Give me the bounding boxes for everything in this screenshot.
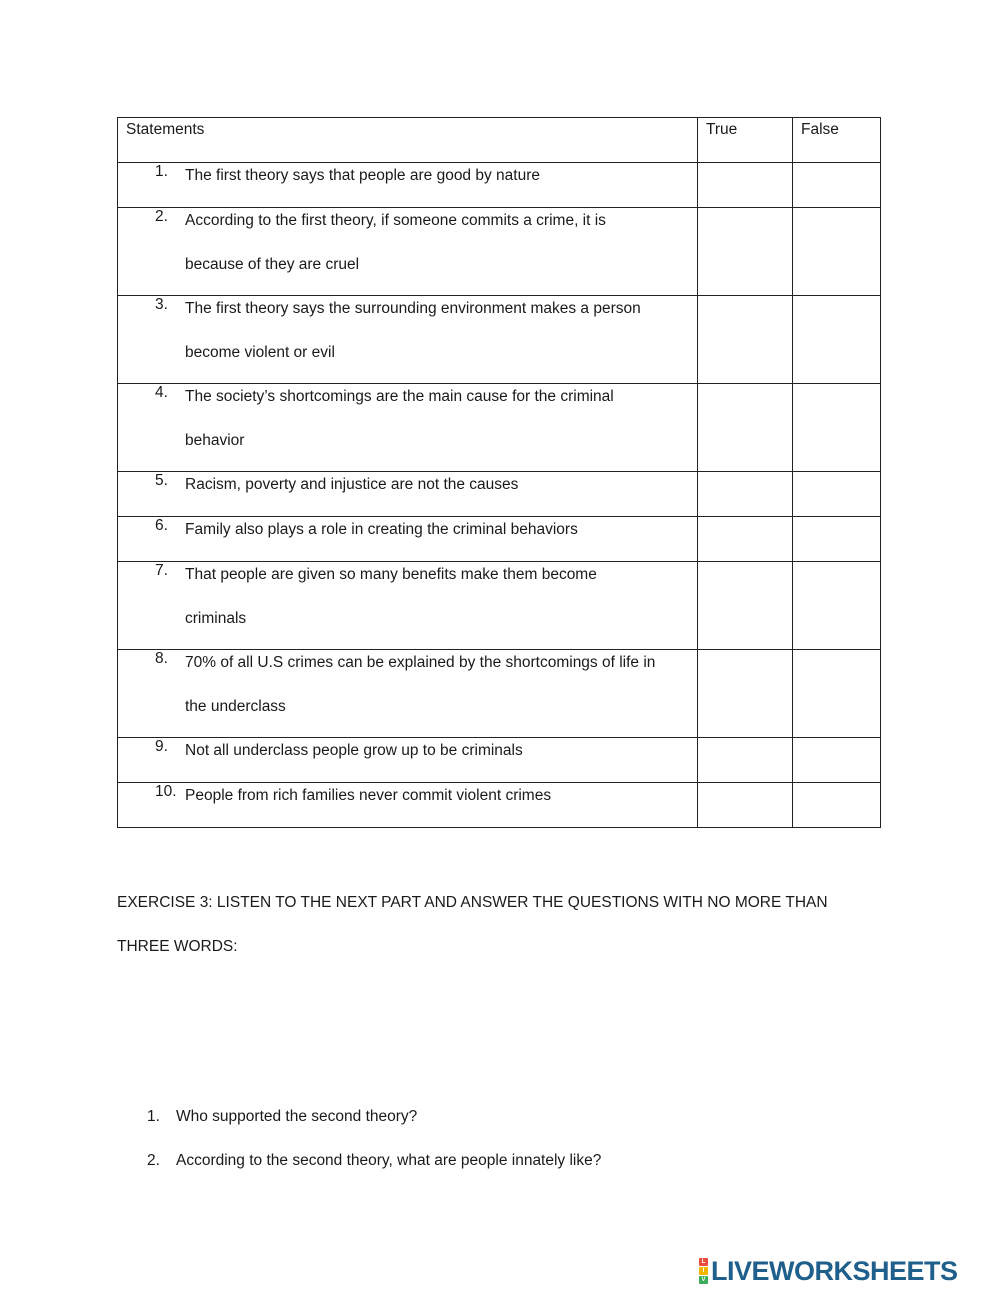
- statement-text-line: behavior: [185, 432, 245, 449]
- statement-text-line: The first theory says that people are good by nature: [185, 167, 540, 184]
- statement-number: 5.: [155, 472, 168, 489]
- true-answer-cell[interactable]: [698, 296, 793, 384]
- statement-text-line: because of they are cruel: [185, 256, 360, 273]
- statement-text-line: criminals: [185, 610, 247, 627]
- false-answer-cell[interactable]: [793, 472, 881, 517]
- question-number: 2.: [147, 1152, 160, 1169]
- statement-text-line: Not all underclass people grow up to be criminals: [185, 742, 523, 759]
- statement-text-line: Racism, poverty and injustice are not the causes: [185, 476, 519, 493]
- statement-text-line: According to the first theory, if someone commits a crime, it is: [185, 212, 606, 229]
- true-answer-cell[interactable]: [698, 472, 793, 517]
- logo-text: LIVEWORKSHEETS: [711, 1256, 958, 1286]
- true-answer-cell[interactable]: [698, 517, 793, 562]
- exercise-3-title: EXERCISE 3: LISTEN TO THE NEXT PART AND ANSWER THE QUESTIONS WITH NO MORE THAN THREE WORDS:: [117, 894, 828, 955]
- statement: [118, 283, 697, 375]
- statement-row: [118, 783, 881, 828]
- statement-text-line: Family also plays a role in creating the criminal behaviors: [185, 521, 578, 538]
- logo-blocks-icon: [699, 1258, 708, 1284]
- false-answer-cell[interactable]: [793, 296, 881, 384]
- logo-block: L: [699, 1258, 708, 1266]
- question-text: According to the second theory, what are people innately like?: [176, 1152, 602, 1169]
- false-answer-cell[interactable]: [793, 783, 881, 828]
- true-answer-cell[interactable]: [698, 738, 793, 783]
- true-answer-cell[interactable]: [698, 650, 793, 738]
- statement-number: 6.: [155, 517, 168, 534]
- question-text: Who supported the second theory?: [176, 1108, 418, 1125]
- statement: [118, 549, 697, 641]
- false-answer-cell[interactable]: [793, 650, 881, 738]
- liveworksheets-logo: [699, 1256, 958, 1286]
- true-answer-cell[interactable]: [698, 163, 793, 208]
- statement: [118, 195, 697, 287]
- statement-text-line: People from rich families never commit violent crimes: [185, 787, 552, 804]
- statement-text-line: That people are given so many benefits make them become: [185, 566, 597, 583]
- true-answer-cell[interactable]: [698, 783, 793, 828]
- statement: [118, 459, 697, 507]
- statement-number: 10.: [155, 783, 177, 800]
- statement-text-line: The first theory says the surrounding environment makes a person: [185, 300, 641, 317]
- statement: [118, 637, 697, 729]
- header-false: False: [793, 118, 881, 163]
- false-answer-cell[interactable]: [793, 384, 881, 472]
- logo-block: V: [699, 1276, 708, 1284]
- true-answer-cell[interactable]: [698, 562, 793, 650]
- false-answer-cell[interactable]: [793, 738, 881, 783]
- question-number: 1.: [147, 1108, 160, 1125]
- statement: [118, 504, 697, 552]
- statement-text-line: The society’s shortcomings are the main cause for the criminal: [185, 388, 614, 405]
- question-item: [147, 1095, 867, 1139]
- false-answer-cell[interactable]: [793, 163, 881, 208]
- statement: [118, 371, 697, 463]
- false-answer-cell[interactable]: [793, 517, 881, 562]
- exercise-3-questions: [147, 1095, 867, 1183]
- statement: [118, 770, 697, 818]
- statement-number: 3.: [155, 296, 168, 313]
- false-answer-cell[interactable]: [793, 208, 881, 296]
- statement-text-line: 70% of all U.S crimes can be explained by the shortcomings of life in: [185, 654, 656, 671]
- statement-number: 9.: [155, 738, 168, 755]
- false-answer-cell[interactable]: [793, 562, 881, 650]
- header-statements: Statements: [118, 118, 698, 163]
- header-true: True: [698, 118, 793, 163]
- statement-number: 7.: [155, 562, 168, 579]
- true-false-table: [117, 117, 881, 828]
- logo-block: I: [699, 1267, 708, 1275]
- statement-number: 2.: [155, 208, 168, 225]
- statement-text-line: the underclass: [185, 698, 286, 715]
- statement-number: 8.: [155, 650, 168, 667]
- statement-text-line: become violent or evil: [185, 344, 335, 361]
- question-item: [147, 1139, 867, 1183]
- statement-cell: [118, 783, 698, 828]
- statement-number: 4.: [155, 384, 168, 401]
- true-answer-cell[interactable]: [698, 208, 793, 296]
- statement: [118, 150, 697, 198]
- statement: [118, 725, 697, 773]
- statement-number: 1.: [155, 163, 168, 180]
- true-answer-cell[interactable]: [698, 384, 793, 472]
